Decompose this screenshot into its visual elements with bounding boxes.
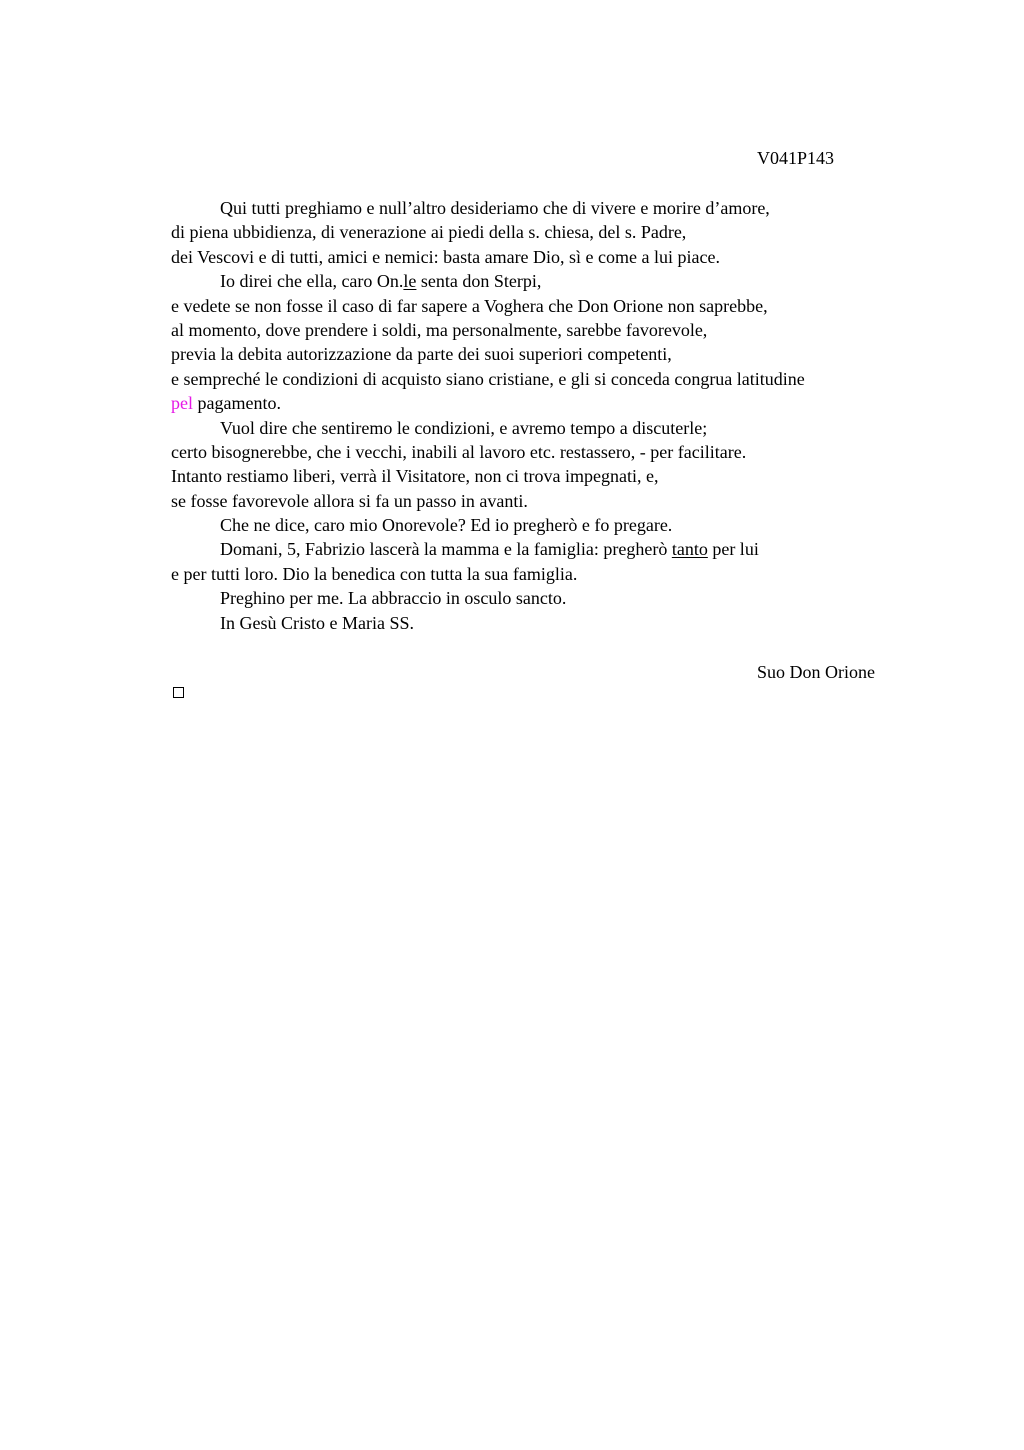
text-line	[171, 489, 911, 513]
text-line	[171, 562, 911, 586]
text-segment: e sempreché le condizioni di acquisto siano cristiane, e gli si conceda congrua latitudine	[171, 368, 805, 389]
text-line	[171, 269, 911, 293]
text-line	[171, 294, 911, 318]
text-segment: al momento, dove prendere i soldi, ma personalmente, sarebbe favorevole,	[171, 319, 708, 340]
text-line	[171, 367, 911, 391]
text-line	[171, 537, 911, 561]
text-line	[171, 196, 911, 220]
text-segment: e vedete se non fosse il caso di far sapere a Voghera che Don Orione non saprebbe,	[171, 295, 768, 316]
text-segment: Intanto restiamo liberi, verrà il Visitatore, non ci trova impegnati, e,	[171, 466, 659, 487]
text-segment: Vuol dire che sentiremo le condizioni, e avremo tempo a discuterle;	[220, 417, 708, 438]
square-box-icon	[173, 687, 184, 698]
letter-body	[171, 196, 911, 635]
text-segment: In Gesù Cristo e Maria SS.	[220, 612, 414, 633]
text-line	[171, 391, 911, 415]
text-segment: Preghino per me. La abbraccio in osculo sancto.	[220, 588, 567, 609]
page-code: V041P143	[757, 148, 835, 168]
text-line	[171, 611, 911, 635]
highlighted-word: pel	[171, 393, 193, 414]
text-segment: previa la debita autorizzazione da parte dei suoi superiori competenti,	[171, 344, 672, 365]
text-line	[171, 440, 911, 464]
text-line	[171, 245, 911, 269]
underlined-word: tanto	[671, 539, 708, 560]
text-segment: se fosse favorevole allora si fa un passo in avanti.	[171, 490, 528, 511]
text-segment: pagamento.	[193, 393, 281, 414]
text-segment: Qui tutti preghiamo e null’altro desideriamo che di vivere e morire d’amore,	[220, 198, 770, 218]
text-line	[171, 342, 911, 366]
text-line	[171, 513, 911, 537]
text-segment: dei Vescovi e di tutti, amici e nemici: basta amare Dio, sì e come a lui piace.	[171, 246, 720, 267]
text-line	[171, 318, 911, 342]
text-segment: per lui	[707, 539, 759, 560]
text-segment: certo bisognerebbe, che i vecchi, inabili al lavoro etc. restassero, - per facilitare.	[171, 441, 747, 462]
text-line	[171, 220, 911, 244]
signature: Suo Don Orione	[757, 662, 875, 682]
text-segment: di piena ubbidienza, di venerazione ai piedi della s. chiesa, del s. Padre,	[171, 222, 687, 243]
text-segment: Che ne dice, caro mio Onorevole? Ed io pregherò e fo pregare.	[220, 515, 673, 536]
text-line	[171, 464, 911, 488]
text-segment: e per tutti loro. Dio la benedica con tutta la sua famiglia.	[171, 563, 578, 584]
text-segment: Io direi che ella, caro On.	[220, 271, 404, 292]
text-line	[171, 586, 911, 610]
text-segment: senta don Sterpi,	[416, 271, 542, 292]
underlined-abbreviation: le	[403, 271, 417, 292]
text-segment: Domani, 5, Fabrizio lascerà la mamma e la famiglia: pregherò	[220, 539, 672, 560]
text-line	[171, 416, 911, 440]
